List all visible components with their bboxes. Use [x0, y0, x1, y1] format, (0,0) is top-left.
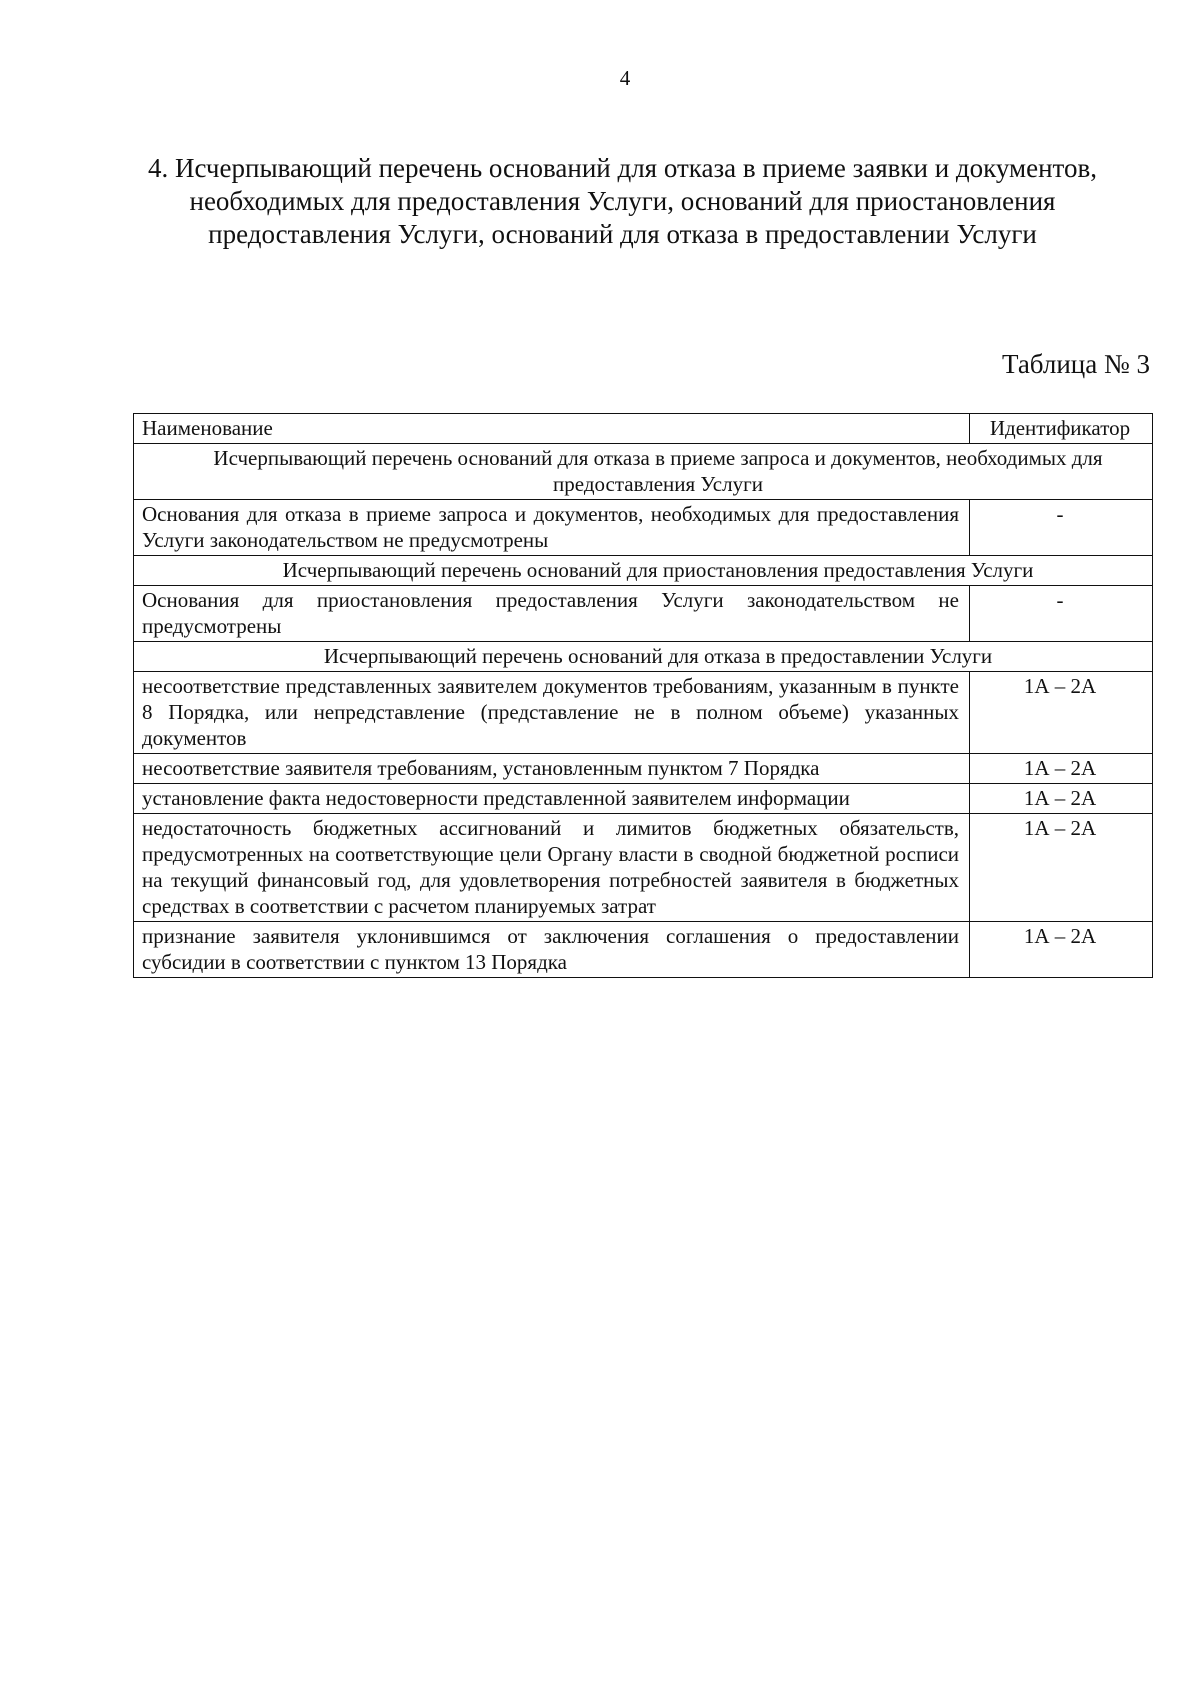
ground-name: Основания для отказа в приеме запроса и документов, необходимых для предоставления Услуги законодательством не предусмотрены — [134, 500, 970, 556]
table-header-row — [134, 414, 1153, 444]
table-row — [134, 814, 1153, 922]
table-row — [134, 672, 1153, 754]
section-title: Исчерпывающий перечень оснований для отказа в предоставлении Услуги — [134, 642, 1153, 672]
ground-identifier: 1А – 2А — [970, 672, 1153, 754]
section-title: Исчерпывающий перечень оснований для приостановления предоставления Услуги — [134, 556, 1153, 586]
ground-identifier: - — [970, 586, 1153, 642]
header-name: Наименование — [134, 414, 970, 444]
grounds-table — [133, 413, 1153, 978]
ground-identifier: 1А – 2А — [970, 814, 1153, 922]
section-row — [134, 444, 1153, 500]
ground-name: несоответствие заявителя требованиям, установленным пунктом 7 Порядка — [134, 754, 970, 784]
ground-name: несоответствие представленных заявителем документов требованиям, указанным в пункте 8 Порядка, или непредставление (представление не в полном объеме) указанных документов — [134, 672, 970, 754]
ground-identifier: - — [970, 500, 1153, 556]
section-heading: 4. Исчерпывающий перечень оснований для отказа в приеме заявки и документов, необходимых для предоставления Услуги, оснований для приостановления предоставления Услуги, оснований для отказа в предоставлении Услуги — [147, 153, 1097, 249]
ground-name: признание заявителя уклонившимся от заключения соглашения о предоставлении субсидии в соответствии с пунктом 13 Порядка — [134, 922, 970, 978]
header-identifier: Идентификатор — [970, 414, 1153, 444]
table-row — [134, 754, 1153, 784]
table-row — [134, 586, 1153, 642]
ground-name: установление факта недостоверности представленной заявителем информации — [134, 784, 970, 814]
ground-identifier: 1А – 2А — [970, 922, 1153, 978]
table-row — [134, 500, 1153, 556]
ground-identifier: 1А – 2А — [970, 784, 1153, 814]
page-number: 4 — [619, 66, 631, 90]
ground-name: Основания для приостановления предоставления Услуги законодательством не предусмотрены — [134, 586, 970, 642]
table-row — [134, 784, 1153, 814]
ground-identifier: 1А – 2А — [970, 754, 1153, 784]
section-row — [134, 642, 1153, 672]
table-row — [134, 922, 1153, 978]
section-row — [134, 556, 1153, 586]
ground-name: недостаточность бюджетных ассигнований и лимитов бюджетных обязательств, предусмотренных на соответствующие цели Органу власти в сводной бюджетной росписи на текущий финансовый год, для удовлетворения потребностей заявителя в бюджетных средствах в соответствии с расчетом планируемых затрат — [134, 814, 970, 922]
table-caption: Таблица № 3 — [1002, 349, 1150, 379]
section-title: Исчерпывающий перечень оснований для отказа в приеме запроса и документов, необходимых для предоставления Услуги — [134, 444, 1153, 500]
